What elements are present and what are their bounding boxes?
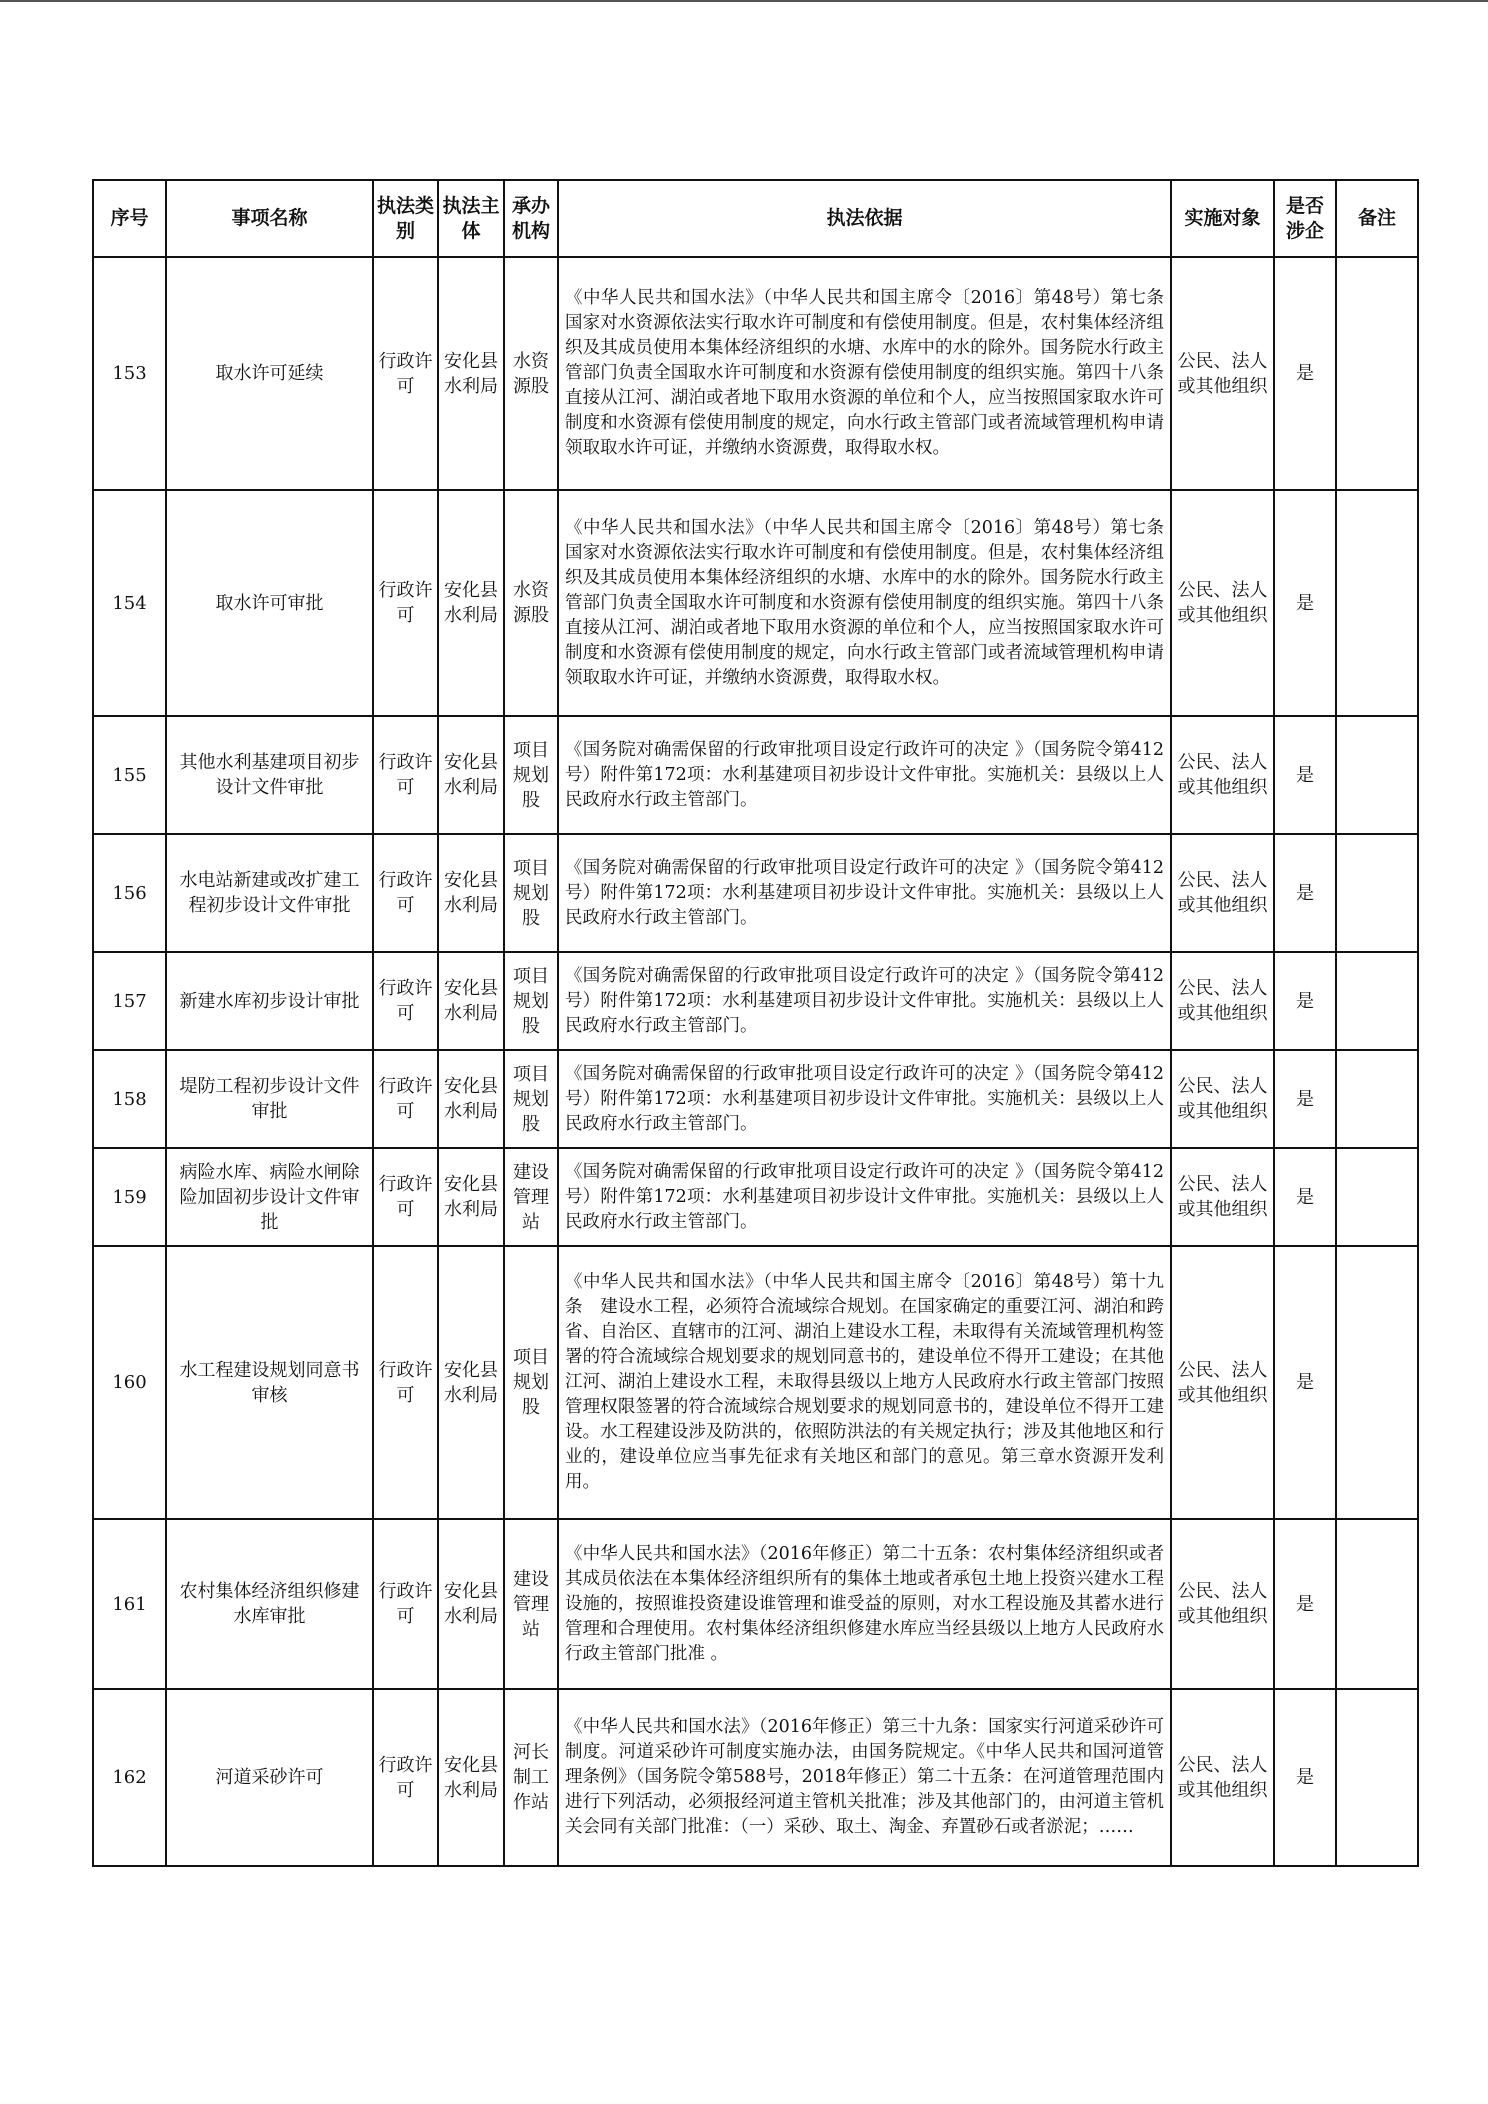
cell-category: 行政许可 xyxy=(373,1246,438,1519)
cell-target: 公民、法人或其他组织 xyxy=(1171,952,1274,1050)
table-row xyxy=(93,1519,1418,1689)
cell-enterprise: 是 xyxy=(1274,1689,1336,1866)
cell-unit: 项目规划股 xyxy=(504,952,558,1050)
cell-unit: 河长制工作站 xyxy=(504,1689,558,1866)
table-row xyxy=(93,716,1418,834)
cell-remark xyxy=(1336,1050,1418,1148)
header-basis: 执法依据 xyxy=(558,180,1171,257)
cell-basis: 《中华人民共和国水法》（2016年修正）第二十五条：农村集体经济组织或者其成员依法在本集体经济组织所有的集体土地或者承包土地上投资兴建水工程设施的，按照谁投资建设谁管理和谁受益的原则，对水工程设施及其蓄水进行管理和合理使用。农村集体经济组织修建水库应当经县级以上地方人民政府水行政主管部门批准 。 xyxy=(558,1519,1171,1689)
cell-basis: 《中华人民共和国水法》（2016年修正）第三十九条：国家实行河道采砂许可制度。河道采砂许可制度实施办法，由国务院规定。《中华人民共和国河道管理条例》（国务院令第588号，2018年修正）第二十五条：在河道管理范围内进行下列活动，必须报经河道主管机关批准；涉及其他部门的，由河道主管机关会同有关部门批准：（一）采砂、取土、淘金、弃置砂石或者淤泥；…… xyxy=(558,1689,1171,1866)
cell-target: 公民、法人或其他组织 xyxy=(1171,1246,1274,1519)
cell-no: 160 xyxy=(93,1246,166,1519)
cell-basis: 《国务院对确需保留的行政审批项目设定行政许可的决定 》（国务院令第412号）附件第172项：水利基建项目初步设计文件审批。实施机关：县级以上人民政府水行政主管部门。 xyxy=(558,716,1171,834)
cell-subject: 安化县水利局 xyxy=(438,1689,504,1866)
cell-enterprise: 是 xyxy=(1274,1148,1336,1246)
header-target: 实施对象 xyxy=(1171,180,1274,257)
table-row xyxy=(93,1050,1418,1148)
cell-remark xyxy=(1336,952,1418,1050)
cell-enterprise: 是 xyxy=(1274,716,1336,834)
cell-unit: 建设管理站 xyxy=(504,1148,558,1246)
header-remark: 备注 xyxy=(1336,180,1418,257)
cell-basis: 《中华人民共和国水法》（中华人民共和国主席令〔2016〕第48号）第十九条 建设水工程，必须符合流域综合规划。在国家确定的重要江河、湖泊和跨省、自治区、直辖市的江河、湖泊上建设水工程，未取得有关流域管理机构签署的符合流域综合规划要求的规划同意书的，建设单位不得开工建设；在其他江河、湖泊上建设水工程，未取得县级以上地方人民政府水行政主管部门按照管理权限签署的符合流域综合规划要求的规划同意书的，建设单位不得开工建设。水工程建设涉及防洪的，依照防洪法的有关规定执行；涉及其他地区和行业的，建设单位应当事先征求有关地区和部门的意见。第三章水资源开发利用。 xyxy=(558,1246,1171,1519)
cell-remark xyxy=(1336,1519,1418,1689)
cell-unit: 项目规划股 xyxy=(504,1246,558,1519)
cell-no: 161 xyxy=(93,1519,166,1689)
cell-unit: 项目规划股 xyxy=(504,1050,558,1148)
header-unit: 承办机构 xyxy=(504,180,558,257)
cell-no: 162 xyxy=(93,1689,166,1866)
cell-target: 公民、法人或其他组织 xyxy=(1171,716,1274,834)
cell-remark xyxy=(1336,716,1418,834)
cell-no: 155 xyxy=(93,716,166,834)
cell-no: 158 xyxy=(93,1050,166,1148)
cell-target: 公民、法人或其他组织 xyxy=(1171,834,1274,952)
cell-target: 公民、法人或其他组织 xyxy=(1171,490,1274,716)
cell-target: 公民、法人或其他组织 xyxy=(1171,1148,1274,1246)
cell-enterprise: 是 xyxy=(1274,834,1336,952)
cell-name: 取水许可延续 xyxy=(166,257,373,490)
cell-unit: 水资源股 xyxy=(504,490,558,716)
cell-remark xyxy=(1336,257,1418,490)
cell-category: 行政许可 xyxy=(373,1689,438,1866)
cell-category: 行政许可 xyxy=(373,834,438,952)
cell-remark xyxy=(1336,1246,1418,1519)
cell-no: 154 xyxy=(93,490,166,716)
cell-enterprise: 是 xyxy=(1274,257,1336,490)
cell-subject: 安化县水利局 xyxy=(438,952,504,1050)
table-row xyxy=(93,1148,1418,1246)
cell-category: 行政许可 xyxy=(373,1148,438,1246)
cell-no: 156 xyxy=(93,834,166,952)
cell-enterprise: 是 xyxy=(1274,1246,1336,1519)
table-row xyxy=(93,952,1418,1050)
cell-category: 行政许可 xyxy=(373,716,438,834)
cell-unit: 水资源股 xyxy=(504,257,558,490)
cell-unit: 项目规划股 xyxy=(504,716,558,834)
cell-unit: 项目规划股 xyxy=(504,834,558,952)
header-subject: 执法主体 xyxy=(438,180,504,257)
cell-subject: 安化县水利局 xyxy=(438,490,504,716)
cell-subject: 安化县水利局 xyxy=(438,1050,504,1148)
table-row xyxy=(93,1246,1418,1519)
cell-basis: 《中华人民共和国水法》（中华人民共和国主席令〔2016〕第48号）第七条 国家对水资源依法实行取水许可制度和有偿使用制度。但是，农村集体经济组织及其成员使用本集体经济组织的水塘、水库中的水的除外。国务院水行政主管部门负责全国取水许可制度和水资源有偿使用制度的组织实施。第四十八条 直接从江河、湖泊或者地下取用水资源的单位和个人，应当按照国家取水许可制度和水资源有偿使用制度的规定，向水行政主管部门或者流域管理机构申请领取取水许可证，并缴纳水资源费，取得取水权。 xyxy=(558,490,1171,716)
table-row xyxy=(93,257,1418,490)
cell-basis: 《国务院对确需保留的行政审批项目设定行政许可的决定 》（国务院令第412号）附件第172项：水利基建项目初步设计文件审批。实施机关：县级以上人民政府水行政主管部门。 xyxy=(558,834,1171,952)
table-row xyxy=(93,834,1418,952)
cell-remark xyxy=(1336,1148,1418,1246)
cell-remark xyxy=(1336,490,1418,716)
header-name: 事项名称 xyxy=(166,180,373,257)
cell-target: 公民、法人或其他组织 xyxy=(1171,257,1274,490)
cell-category: 行政许可 xyxy=(373,952,438,1050)
cell-enterprise: 是 xyxy=(1274,952,1336,1050)
table-row xyxy=(93,490,1418,716)
table-row xyxy=(93,1689,1418,1866)
cell-name: 病险水库、病险水闸除险加固初步设计文件审批 xyxy=(166,1148,373,1246)
cell-category: 行政许可 xyxy=(373,490,438,716)
cell-no: 153 xyxy=(93,257,166,490)
cell-target: 公民、法人或其他组织 xyxy=(1171,1689,1274,1866)
cell-name: 新建水库初步设计审批 xyxy=(166,952,373,1050)
cell-name: 水电站新建或改扩建工程初步设计文件审批 xyxy=(166,834,373,952)
header-category: 执法类别 xyxy=(373,180,438,257)
cell-name: 取水许可审批 xyxy=(166,490,373,716)
cell-category: 行政许可 xyxy=(373,1519,438,1689)
cell-subject: 安化县水利局 xyxy=(438,1246,504,1519)
cell-basis: 《国务院对确需保留的行政审批项目设定行政许可的决定 》（国务院令第412号）附件第172项：水利基建项目初步设计文件审批。实施机关：县级以上人民政府水行政主管部门。 xyxy=(558,1148,1171,1246)
header-no: 序号 xyxy=(93,180,166,257)
cell-name: 河道采砂许可 xyxy=(166,1689,373,1866)
header-enterprise: 是否涉企 xyxy=(1274,180,1336,257)
cell-subject: 安化县水利局 xyxy=(438,257,504,490)
cell-no: 157 xyxy=(93,952,166,1050)
cell-no: 159 xyxy=(93,1148,166,1246)
cell-subject: 安化县水利局 xyxy=(438,716,504,834)
page-top-border xyxy=(0,0,1488,2)
cell-subject: 安化县水利局 xyxy=(438,834,504,952)
cell-name: 堤防工程初步设计文件审批 xyxy=(166,1050,373,1148)
enforcement-items-table xyxy=(92,179,1419,1867)
cell-name: 其他水利基建项目初步设计文件审批 xyxy=(166,716,373,834)
cell-basis: 《中华人民共和国水法》（中华人民共和国主席令〔2016〕第48号）第七条 国家对水资源依法实行取水许可制度和有偿使用制度。但是，农村集体经济组织及其成员使用本集体经济组织的水塘、水库中的水的除外。国务院水行政主管部门负责全国取水许可制度和水资源有偿使用制度的组织实施。第四十八条 直接从江河、湖泊或者地下取用水资源的单位和个人，应当按照国家取水许可制度和水资源有偿使用制度的规定，向水行政主管部门或者流域管理机构申请领取取水许可证，并缴纳水资源费，取得取水权。 xyxy=(558,257,1171,490)
cell-enterprise: 是 xyxy=(1274,1050,1336,1148)
cell-remark xyxy=(1336,1689,1418,1866)
cell-enterprise: 是 xyxy=(1274,490,1336,716)
cell-category: 行政许可 xyxy=(373,1050,438,1148)
table-header-row xyxy=(93,180,1418,257)
cell-basis: 《国务院对确需保留的行政审批项目设定行政许可的决定 》（国务院令第412号）附件第172项：水利基建项目初步设计文件审批。实施机关：县级以上人民政府水行政主管部门。 xyxy=(558,1050,1171,1148)
cell-target: 公民、法人或其他组织 xyxy=(1171,1050,1274,1148)
cell-unit: 建设管理站 xyxy=(504,1519,558,1689)
cell-category: 行政许可 xyxy=(373,257,438,490)
cell-subject: 安化县水利局 xyxy=(438,1148,504,1246)
cell-remark xyxy=(1336,834,1418,952)
cell-target: 公民、法人或其他组织 xyxy=(1171,1519,1274,1689)
cell-subject: 安化县水利局 xyxy=(438,1519,504,1689)
cell-basis: 《国务院对确需保留的行政审批项目设定行政许可的决定 》（国务院令第412号）附件第172项：水利基建项目初步设计文件审批。实施机关：县级以上人民政府水行政主管部门。 xyxy=(558,952,1171,1050)
cell-name: 水工程建设规划同意书审核 xyxy=(166,1246,373,1519)
cell-name: 农村集体经济组织修建水库审批 xyxy=(166,1519,373,1689)
cell-enterprise: 是 xyxy=(1274,1519,1336,1689)
